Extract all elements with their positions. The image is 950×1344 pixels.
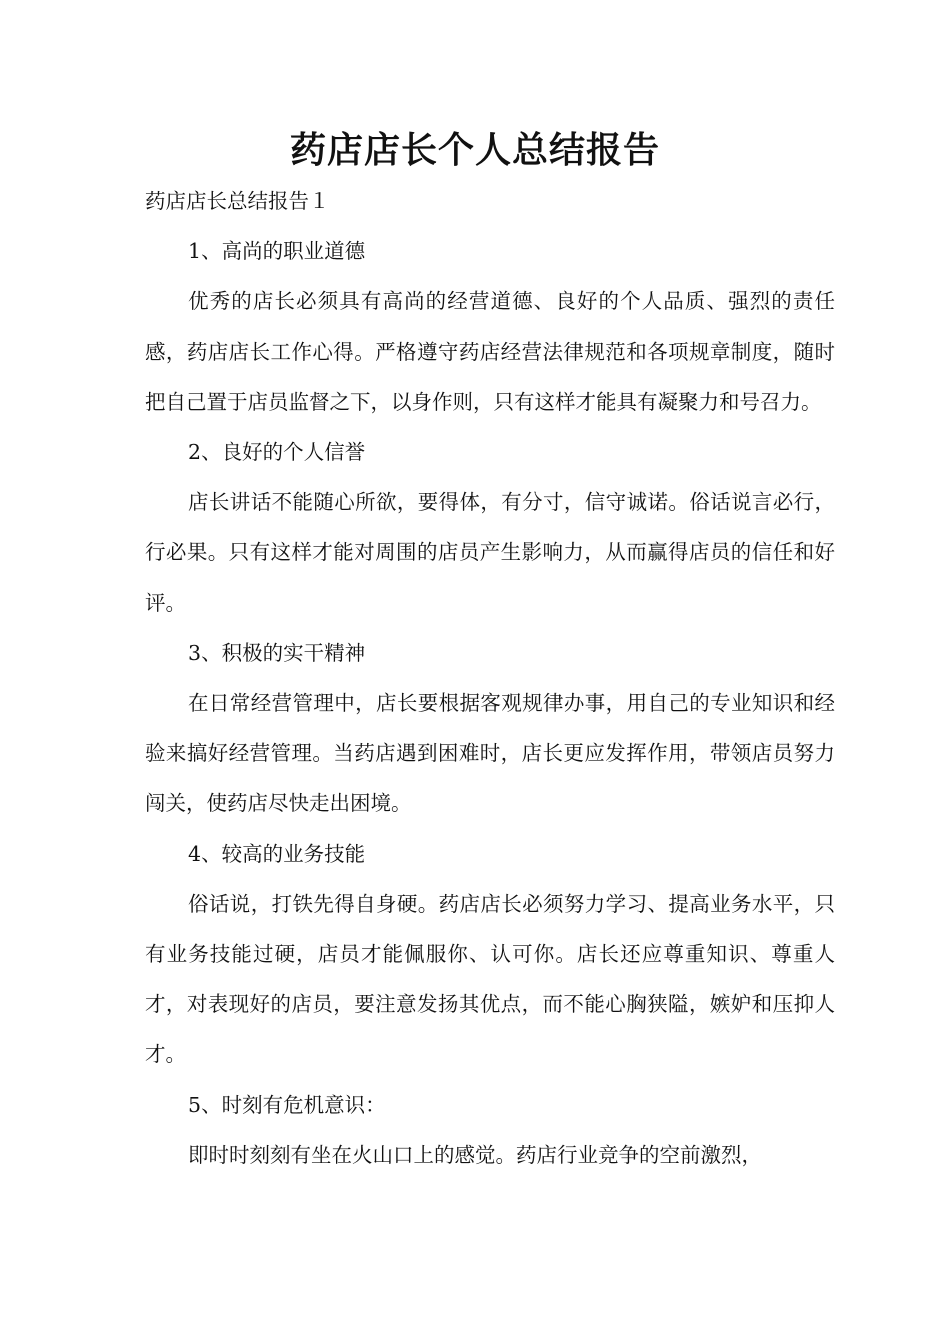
section-body-4: 俗话说，打铁先得自身硬。药店店长必须努力学习、提高业务水平，只有业务技能过硬，店员才能佩服你、认可你。店长还应尊重知识、尊重人才，对表现好的店员，要注意发扬其优点，而不能心胸狭隘，嫉妒和压抑人才。 — [145, 891, 835, 1067]
section-body-5: 即时时刻刻有坐在火山口上的感觉。药店行业竞争的空前激烈， — [188, 1142, 763, 1167]
section-body-1: 优秀的店长必须具有高尚的经营道德、良好的个人品质、强烈的责任感，药店店长工作心得。严格遵守药店经营法律规范和各项规章制度，随时把自己置于店员监督之下，以身作则，只有这样才能具有凝聚力和号召力。 — [145, 289, 835, 414]
section-body-2: 店长讲话不能随心所欲，要得体，有分寸，信守诚诺。俗话说言必行，行必果。只有这样才能对周围的店员产生影响力，从而赢得店员的信任和好评。 — [145, 490, 835, 615]
document-body — [145, 176, 835, 1180]
document-title: 药店店长个人总结报告 — [289, 130, 660, 171]
section-heading-4: 4、较高的业务技能 — [188, 841, 366, 866]
document-subtitle: 药店店长总结报告１ — [145, 189, 330, 213]
section-heading-1: 1、高尚的职业道德 — [188, 239, 366, 264]
section-heading-2: 2、良好的个人信誉 — [188, 440, 366, 465]
section-heading-3: 3、积极的实干精神 — [188, 640, 366, 665]
section-body-3: 在日常经营管理中，店长要根据客观规律办事，用自己的专业知识和经验来搞好经营管理。当药店遇到困难时，店长更应发挥作用，带领店员努力闯关，使药店尽快走出困境。 — [145, 691, 835, 816]
section-heading-5: 5、时刻有危机意识： — [188, 1092, 386, 1117]
